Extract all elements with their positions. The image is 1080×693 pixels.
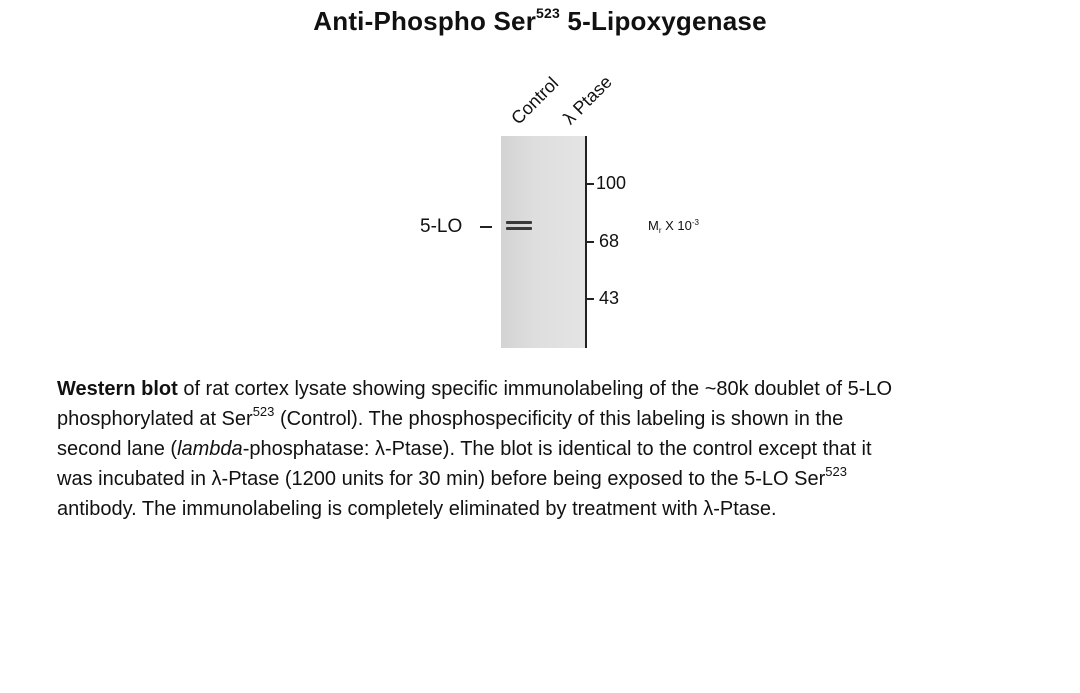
figure-title (0, 6, 1080, 37)
lane-label-ptase: λ Ptase (559, 71, 616, 129)
marker-tick-68 (587, 241, 594, 243)
caption-italic-term: lambda (177, 438, 243, 460)
figure-caption (57, 374, 1075, 524)
caption-line: was incubated in λ-Ptase (1200 units for 30 min) before being exposed to the 5-LO Ser$^{523}$ (57, 464, 847, 490)
caption-line: antibody. The immunolabeling is completely eliminated by treatment with λ-Ptase. (57, 498, 777, 520)
blot-band-upper (506, 221, 532, 224)
caption-line: phosphorylated at Ser$^{523}$ (Control). The phosphospecificity of this labeling is shown in the (57, 404, 844, 430)
molecular-weight-axis-label: $M_r$ X $10^{-3}$ (648, 218, 699, 235)
marker-label-43: 43 (599, 288, 620, 308)
lane-label-control: Control (507, 73, 563, 129)
band-label-5lo: 5-LO (420, 216, 463, 237)
marker-tick-43 (587, 298, 594, 300)
title-superscript: 523 (536, 5, 560, 21)
title-prefix: Anti-Phospho Ser (313, 6, 537, 36)
marker-tick-100 (587, 183, 594, 185)
blot-band-lower (506, 227, 532, 230)
western-blot-membrane (501, 136, 586, 348)
caption-line: Western blot of rat cortex lysate showing specific immunolabeling of the ~80k doublet of 5-LO (57, 378, 893, 400)
title-suffix: 5-Lipoxygenase (560, 6, 767, 36)
marker-label-100: 100 (596, 173, 627, 193)
band-pointer-dash (480, 226, 492, 228)
caption-line: second lane (lambda-phosphatase: λ-Ptase). The blot is identical to the control except that it (57, 438, 872, 460)
marker-label-68: 68 (599, 231, 620, 251)
caption-bold-lead: Western blot (57, 378, 178, 400)
